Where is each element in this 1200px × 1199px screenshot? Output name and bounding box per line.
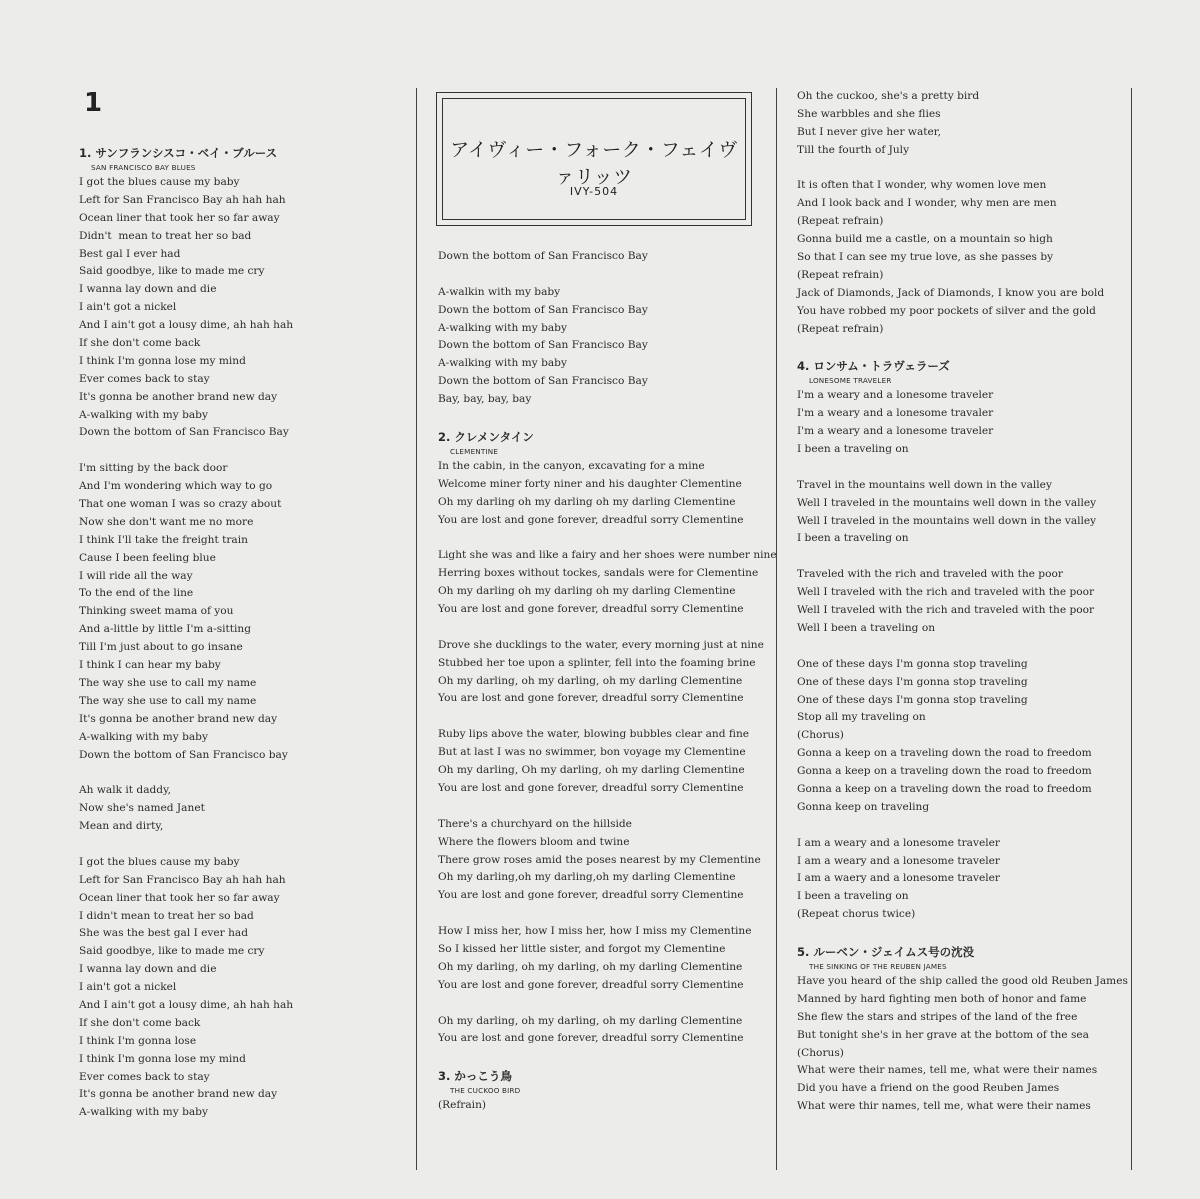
lyric-line: Stop all my traveling on — [797, 711, 926, 724]
stanza-break — [438, 995, 777, 1013]
lyric-line: I will ride all the way — [79, 569, 193, 582]
lyric-line: I'm a weary and a lonesome traveler — [797, 425, 994, 438]
lyric-line: Well I traveled in the mountains well down in the valley — [797, 514, 1097, 527]
lyric-line: You are lost and gone forever, dreadful sorry Clementine — [438, 692, 744, 705]
stanza-break — [797, 338, 1128, 356]
lyric-line: It's gonna be another brand new day — [79, 390, 278, 403]
lyric-line: I think I'm gonna lose — [79, 1034, 197, 1047]
lyric-line: So that I can see my true love, as she passes by — [797, 251, 1054, 264]
lyric-line: Down the bottom of San Francisco Bay — [438, 250, 648, 262]
lyrics-column-2 — [438, 248, 777, 1115]
lyric-line: I been a traveling on — [797, 532, 909, 545]
lyric-line: Well I traveled with the rich and traveled with the poor — [797, 586, 1095, 599]
lyrics-column-3 — [797, 88, 1128, 1116]
lyric-line: I ain't got a nickel — [79, 301, 177, 314]
lyric-line: Jack of Diamonds, Jack of Diamonds, I know you are bold — [797, 286, 1105, 299]
lyric-line: Ever comes back to stay — [79, 372, 210, 385]
lyric-line: If she don't come back — [79, 1016, 201, 1029]
lyric-line: Now she's named Janet — [79, 802, 205, 815]
lyric-line: Well I traveled in the mountains well down in the valley — [797, 496, 1097, 509]
lyric-line: Ah walk it daddy, — [79, 784, 172, 797]
lyric-line: She was the best gal I ever had — [79, 927, 249, 940]
lyric-line: Gonna a keep on a traveling down the road to freedom — [797, 747, 1092, 760]
stanza-break — [438, 619, 777, 637]
lyric-line: I wanna lay down and die — [79, 283, 217, 296]
stanza-break — [438, 798, 777, 816]
lyric-line: I am a weary and a lonesome traveler — [797, 854, 1000, 867]
lyric-line: And I ain't got a lousy dime, ah hah hah — [79, 319, 294, 332]
lyric-line: Ocean liner that took her so far away — [79, 211, 280, 224]
lyric-line: Oh my darling, oh my darling, oh my darling Clementine — [438, 674, 743, 687]
lyric-line: Bay, bay, bay, bay — [438, 393, 532, 406]
lyric-line: Thinking sweet mama of you — [79, 605, 234, 618]
lyric-line: Down the bottom of San Francisco Bay — [438, 375, 648, 388]
catalog-number: IVY-504 — [569, 185, 619, 198]
lyric-line: Said goodbye, like to made me cry — [79, 265, 265, 278]
stanza-break — [797, 160, 1128, 178]
lyric-line: I'm sitting by the back door — [79, 462, 228, 475]
lyric-line: I wanna lay down and die — [79, 963, 217, 976]
lyric-line: (Chorus) — [797, 729, 844, 742]
lyric-line: That one woman I was so crazy about — [79, 498, 282, 511]
page-number: 1 — [84, 88, 103, 118]
song-title-ja: 1. サンフランシスコ・ベイ・ブルース — [79, 146, 278, 160]
song-title-en: CLEMENTINE — [450, 446, 499, 456]
lyric-line: A-walking with my baby — [79, 408, 208, 421]
lyric-line: The way she use to call my name — [79, 676, 257, 689]
lyric-line: (Chorus) — [797, 1046, 844, 1059]
stanza-break — [797, 638, 1128, 656]
lyric-line: Till the fourth of July — [797, 143, 910, 156]
lyric-line: Oh my darling, Oh my darling, oh my darling Clementine — [438, 764, 745, 777]
column-divider — [1131, 88, 1132, 1170]
lyric-line: And a-little by little I'm a-sitting — [79, 623, 252, 636]
lyric-line: Till I'm just about to go insane — [79, 641, 243, 654]
album-title-box — [436, 92, 752, 226]
lyric-line: Down the bottom of San Francisco bay — [79, 748, 288, 761]
lyric-line: I ain't got a nickel — [79, 981, 177, 994]
lyric-line: I'm a weary and a lonesome traveler — [797, 389, 994, 402]
lyric-line: I got the blues cause my baby — [79, 176, 240, 188]
lyric-line: Ocean liner that took her so far away — [79, 891, 280, 904]
lyric-line: You are lost and gone forever, dreadful sorry Clementine — [438, 1032, 744, 1045]
lyric-line: It is often that I wonder, why women love men — [797, 179, 1047, 192]
song-title-en: SAN FRANCISCO BAY BLUES — [91, 163, 196, 172]
lyric-line: A-walking with my baby — [79, 730, 208, 743]
lyric-line: You are lost and gone forever, dreadful sorry Clementine — [438, 889, 744, 902]
lyric-line: Oh the cuckoo, she's a pretty bird — [797, 90, 980, 102]
lyric-line: Drove she ducklings to the water, every morning just at nine — [438, 638, 764, 651]
lyric-line: Oh my darling, oh my darling, oh my darling Clementine — [438, 1014, 743, 1027]
lyric-line: Down the bottom of San Francisco Bay — [79, 426, 289, 439]
song-title-en: THE CUCKOO BIRD — [450, 1086, 521, 1096]
lyric-line: You are lost and gone forever, dreadful sorry Clementine — [438, 978, 744, 991]
lyric-line: Stubbed her toe upon a splinter, fell into the foaming brine — [438, 656, 756, 669]
lyric-line: What were thir names, tell me, what were their names — [797, 1100, 1091, 1113]
song-title-en: THE SINKING OF THE REUBEN JAMES — [809, 961, 947, 971]
lyric-line: Where the flowers bloom and twine — [438, 835, 630, 848]
lyric-line: Ever comes back to stay — [79, 1070, 210, 1083]
stanza-break — [797, 459, 1128, 477]
lyric-line: I think I'm gonna lose my mind — [79, 1052, 246, 1065]
lyric-line: I didn't mean to treat her so bad — [79, 909, 254, 922]
stanza-break — [797, 817, 1128, 835]
stanza-break — [438, 1048, 777, 1066]
lyric-line: Light she was and like a fairy and her shoes were number nine — [438, 549, 777, 562]
lyric-line: There grow roses amid the poses nearest by my Clementine — [438, 853, 761, 866]
lyric-line: It's gonna be another brand new day — [79, 712, 278, 725]
lyric-line: Gonna a keep on a traveling down the road to freedom — [797, 765, 1092, 778]
lyric-line: In the cabin, in the canyon, excavating for a mine — [438, 459, 705, 472]
song-title-ja: 5. ルーベン・ジェイムス号の沈没 — [797, 944, 975, 959]
stanza-break — [79, 836, 293, 854]
lyric-line: There's a churchyard on the hillside — [438, 817, 632, 830]
lyrics-column-1 — [79, 143, 293, 1122]
lyric-line: One of these days I'm gonna stop traveling — [797, 675, 1028, 688]
lyric-line: Travel in the mountains well down in the valley — [797, 478, 1052, 491]
lyric-line: I been a traveling on — [797, 890, 909, 903]
lyric-line: Mean and dirty, — [79, 820, 164, 833]
lyric-line: Gonna build me a castle, on a mountain so high — [797, 233, 1053, 246]
lyric-line: Well I traveled with the rich and traveled with the poor — [797, 604, 1095, 617]
lyric-line: I think I'm gonna lose my mind — [79, 354, 246, 367]
lyric-line: (Repeat refrain) — [797, 322, 884, 335]
lyric-line: She flew the stars and stripes of the land of the free — [797, 1010, 1078, 1023]
lyric-line: I think I can hear my baby — [79, 659, 221, 672]
lyric-line: I think I'll take the freight train — [79, 533, 248, 546]
lyric-line: Well I been a traveling on — [797, 621, 936, 634]
lyric-line: Said goodbye, like to made me cry — [79, 945, 265, 958]
lyric-line: A-walking with my baby — [438, 357, 567, 370]
stanza-break — [438, 708, 777, 726]
lyric-line: Now she don't want me no more — [79, 515, 254, 528]
lyric-line: You are lost and gone forever, dreadful sorry Clementine — [438, 513, 744, 526]
lyric-line: Left for San Francisco Bay ah hah hah — [79, 873, 286, 886]
lyric-line: I got the blues cause my baby — [79, 855, 240, 868]
lyric-line: If she don't come back — [79, 337, 201, 350]
lyric-line: Oh my darling, oh my darling, oh my darling Clementine — [438, 960, 743, 973]
lyric-line: (Repeat chorus twice) — [797, 908, 916, 921]
lyric-line: Best gal I ever had — [79, 247, 181, 260]
lyric-line: But at last I was no swimmer, bon voyage my Clementine — [438, 746, 746, 759]
lyric-line: To the end of the line — [79, 587, 194, 600]
lyric-line: I am a weary and a lonesome traveler — [797, 836, 1000, 849]
lyric-line: But tonight she's in her grave at the bottom of the sea — [797, 1028, 1089, 1041]
album-title: アイヴィー・フォーク・フェイヴァリッツ — [450, 139, 738, 188]
lyric-line: But I never give her water, — [797, 125, 942, 138]
song-title-ja: 2. クレメンタイン — [438, 429, 534, 444]
lyric-line: (Repeat refrain) — [797, 215, 884, 228]
song-title-ja: 4. ロンサム・トラヴェラーズ — [797, 359, 950, 374]
lyric-line: Oh my darling,oh my darling,oh my darling Clementine — [438, 871, 736, 884]
lyric-line: Down the bottom of San Francisco Bay — [438, 339, 648, 352]
lyric-line: Cause I been feeling blue — [79, 551, 216, 564]
song-title-ja: 3. かっこう鳥 — [438, 1069, 512, 1084]
lyric-line: I'm a weary and a lonesome travaler — [797, 407, 994, 420]
lyric-line: And I'm wondering which way to go — [79, 480, 273, 493]
stanza-break — [79, 442, 293, 460]
lyric-line: Didn't mean to treat her so bad — [79, 229, 252, 242]
lyric-line: So I kissed her little sister, and forgot my Clementine — [438, 942, 726, 955]
lyric-line: The way she use to call my name — [79, 694, 257, 707]
stanza-break — [438, 905, 777, 923]
song-title-en: LONESOME TRAVELER — [809, 376, 892, 386]
lyric-line: I been a traveling on — [797, 443, 909, 456]
lyric-line: Welcome miner forty niner and his daughter Clementine — [438, 477, 742, 490]
stanza-break — [79, 764, 293, 782]
stanza-break — [797, 548, 1128, 566]
lyric-line: Left for San Francisco Bay ah hah hah — [79, 193, 286, 206]
lyric-line: Manned by hard fighting men both of honor and fame — [797, 992, 1087, 1005]
lyric-line: Oh my darling oh my darling oh my darling Clementine — [438, 495, 736, 508]
column-divider — [416, 88, 417, 1170]
lyric-line: Ruby lips above the water, blowing bubbles clear and fine — [438, 728, 750, 741]
lyric-line: Herring boxes without tockes, sandals were for Clementine — [438, 567, 759, 580]
lyric-line: (Repeat refrain) — [797, 268, 884, 281]
lyric-line: It's gonna be another brand new day — [79, 1088, 278, 1101]
lyric-line: She warbbles and she flies — [797, 107, 941, 120]
lyric-line: Gonna a keep on a traveling down the road to freedom — [797, 782, 1092, 795]
lyric-line: What were their names, tell me, what were their names — [797, 1064, 1098, 1077]
lyric-line: How I miss her, how I miss her, how I miss my Clementine — [438, 925, 752, 938]
lyric-line: You have robbed my poor pockets of silver and the gold — [797, 304, 1096, 317]
lyric-line: A-walking with my baby — [79, 1106, 208, 1119]
stanza-break — [438, 409, 777, 427]
lyric-line: You are lost and gone forever, dreadful sorry Clementine — [438, 603, 744, 616]
lyric-line: Oh my darling oh my darling oh my darling Clementine — [438, 585, 736, 598]
lyric-line: Traveled with the rich and traveled with the poor — [797, 568, 1063, 581]
lyric-line: I am a waery and a lonesome traveler — [797, 872, 1000, 885]
lyric-line: A-walkin with my baby — [438, 285, 561, 298]
stanza-break — [797, 924, 1128, 942]
lyric-line: And I look back and I wonder, why men are men — [797, 197, 1057, 210]
stanza-break — [438, 529, 777, 547]
stanza-break — [438, 266, 777, 284]
lyric-line: One of these days I'm gonna stop traveling — [797, 693, 1028, 706]
lyric-line: Did you have a friend on the good Reuben James — [797, 1082, 1060, 1095]
lyric-line: (Refrain) — [438, 1099, 487, 1112]
lyric-line: You are lost and gone forever, dreadful sorry Clementine — [438, 781, 744, 794]
lyric-line: And I ain't got a lousy dime, ah hah hah — [79, 998, 294, 1011]
lyric-line: One of these days I'm gonna stop traveling — [797, 657, 1028, 670]
lyric-line: Have you heard of the ship called the good old Reuben James — [797, 974, 1128, 987]
lyric-line: A-walking with my baby — [438, 321, 567, 334]
lyric-line: Gonna keep on traveling — [797, 800, 930, 813]
lyric-line: Down the bottom of San Francisco Bay — [438, 303, 648, 316]
